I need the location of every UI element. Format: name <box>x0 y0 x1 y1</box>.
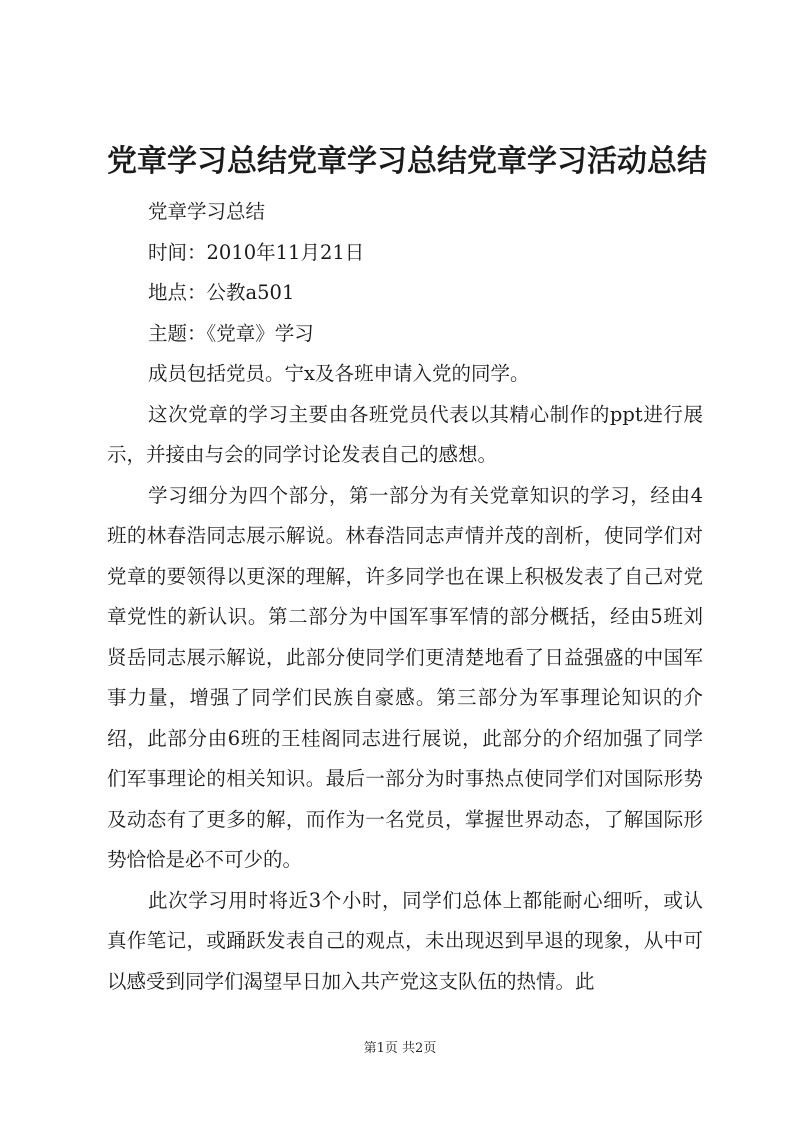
document-body <box>107 192 703 1002</box>
paragraph-topic: 主题：《党章》学习 <box>148 321 314 345</box>
paragraph-members: 成员包括党员。宁x及各班申请入党的同学。 <box>148 362 530 385</box>
paragraph-summary: 此次学习用时将近3个小时，同学们总体上都能耐心细听，或认真作笔记，或踊跃发表自己的观点，未出现迟到早退的现象，从中可以感受到同学们渴望早日加入共产党这支队伍的热情。此 <box>107 888 703 993</box>
paragraph-sections: 学习细分为四个部分，第一部分为有关党章知识的学习，经由4班的林春浩同志展示解说。林春浩同志声情并茂的剖析，使同学们对党章的要领得以更深的理解，许多同学也在课上积极发表了自己对党章党性的新认识。第二部分为中国军事军情的部分概括，经由5班刘贤岳同志展示解说，此部分使同学们更清楚地看了日益强盛的中国军事力量，增强了同学们民族自豪感。第三部分为军事理论知识的介绍，此部分由6班的王桂阁同志进行展说，此部分的介绍加强了同学们军事理论的相关知识。最后一部分为时事热点使同学们对国际形势及动态有了更多的解，而作为一名党员，掌握世界动态，了解国际形势恰恰是必不可少的。 <box>107 483 703 871</box>
paragraph-time: 时间：2010年11月21日 <box>148 240 365 264</box>
paragraph-intro: 这次党章的学习主要由各班党员代表以其精心制作的ppt进行展示，并接由与会的同学讨论发表自己的感想。 <box>107 402 703 466</box>
document-title: 党章学习总结党章学习总结党章学习活动总结 <box>107 144 707 179</box>
page-footer: 第1页 共2页 <box>363 1041 437 1056</box>
paragraph-location: 地点：公教a501 <box>148 281 295 304</box>
paragraph-heading: 党章学习总结 <box>148 200 266 223</box>
